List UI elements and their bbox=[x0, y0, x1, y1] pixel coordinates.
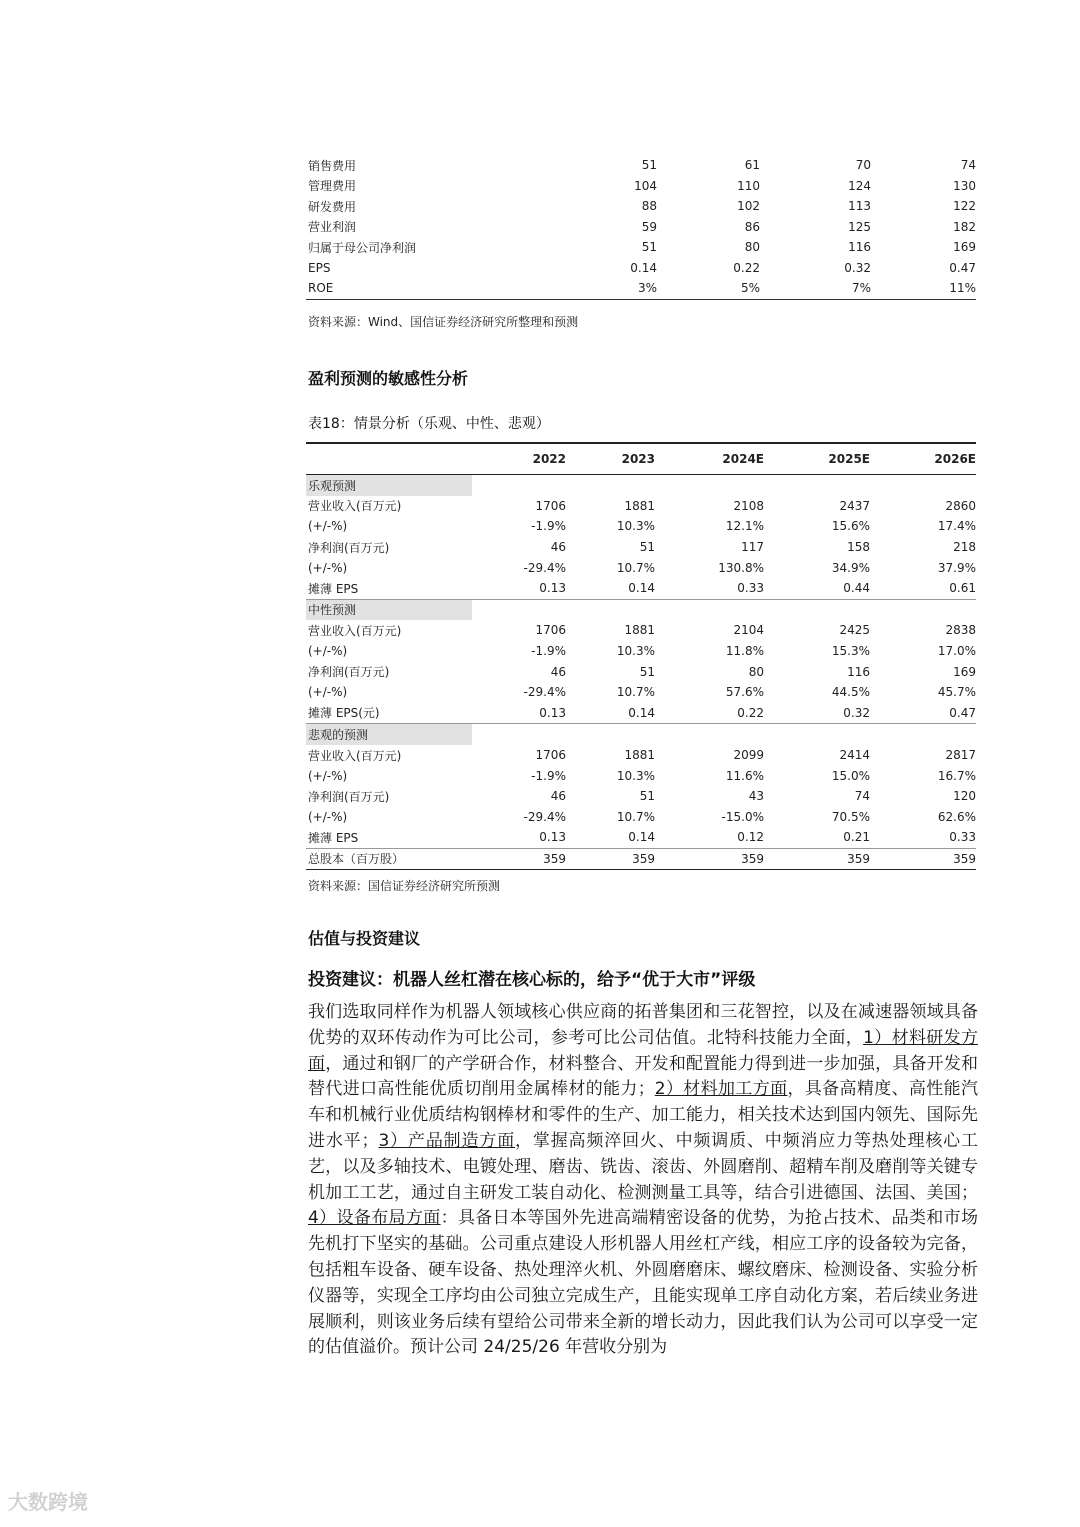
table-cell: 0.14 bbox=[630, 260, 657, 275]
valuation-title: 估值与投资建议 bbox=[308, 929, 421, 948]
table-cell: 117 bbox=[741, 540, 764, 555]
row-label: 摊薄 EPS(元) bbox=[308, 706, 380, 721]
table-row bbox=[306, 765, 976, 786]
table-cell: 10.3% bbox=[616, 644, 655, 659]
table-cell: 51 bbox=[641, 240, 657, 255]
table-cell: 51 bbox=[641, 158, 657, 173]
table-cell: 46 bbox=[550, 664, 566, 679]
underlined-heading: 1）材料研发方面 bbox=[308, 1027, 978, 1074]
row-label: 营业收入(百万元) bbox=[308, 748, 402, 763]
table-cell: 0.22 bbox=[737, 705, 764, 720]
row-label: (+/-%) bbox=[308, 685, 348, 700]
table-cell: 169 bbox=[953, 240, 976, 255]
table-cell: 10.7% bbox=[616, 685, 655, 700]
table-cell: 359 bbox=[764, 848, 870, 870]
table-cell: 102 bbox=[737, 199, 760, 214]
paragraph-text: ，掌握高频淬回火、中频调质、中频消应力等热处理核心工艺，以及多轴技术、电镀处理、磨齿、铣齿、滚齿、外圆磨削、超精车削及磨削等关键专机加工工艺，通过自主研发工装自动化、检测测量工具等，结合引进德国、法国、美国； bbox=[308, 1130, 978, 1203]
section-title: 悲观的预测 bbox=[306, 724, 472, 745]
table-cell: 0.12 bbox=[737, 830, 764, 845]
table-cell: 80 bbox=[744, 240, 760, 255]
empty-cell bbox=[566, 724, 655, 745]
table-cell: 0.61 bbox=[949, 581, 976, 596]
row-label: (+/-%) bbox=[308, 519, 348, 534]
empty-cell bbox=[472, 724, 566, 745]
row-label: 营业收入(百万元) bbox=[308, 623, 402, 638]
row-label: EPS bbox=[308, 260, 331, 275]
table-cell: 62.6% bbox=[937, 809, 976, 824]
underlined-heading: 2）材料加工方面 bbox=[654, 1079, 788, 1100]
table-cell: -29.4% bbox=[523, 560, 566, 575]
table-cell: -1.9% bbox=[531, 519, 566, 534]
table-cell: 359 bbox=[870, 848, 976, 870]
table-cell: 16.7% bbox=[937, 768, 976, 783]
table-cell: 70 bbox=[855, 158, 871, 173]
table-cell: 124 bbox=[848, 178, 871, 193]
table-cell: 359 bbox=[655, 848, 764, 870]
table-cell: 10.7% bbox=[616, 809, 655, 824]
investment-advice-subtitle: 投资建议：机器人丝杠潜在核心标的，给予“优于大市”评级 bbox=[308, 970, 756, 990]
row-label: 净利润(百万元) bbox=[308, 789, 390, 804]
row-label: 营业收入(百万元) bbox=[308, 499, 402, 514]
table-cell: 218 bbox=[953, 540, 976, 555]
table-cell: 5% bbox=[657, 278, 760, 299]
underlined-heading: 3）产品制造方面 bbox=[378, 1130, 516, 1151]
table-row bbox=[306, 786, 976, 807]
column-header: 2024E bbox=[655, 443, 764, 475]
table-cell: 122 bbox=[953, 199, 976, 214]
table-cell: 44.5% bbox=[831, 685, 870, 700]
table-cell: 0.13 bbox=[539, 581, 566, 596]
table-cell: 11% bbox=[871, 278, 976, 299]
column-header: 2022 bbox=[472, 443, 566, 475]
section-title: 乐观预测 bbox=[306, 475, 472, 496]
column-header: 2023 bbox=[566, 443, 655, 475]
valuation-paragraph bbox=[308, 1000, 978, 1361]
paragraph-text: 我们选取同样作为机器人领域核心供应商的拓普集团和三花智控，以及在减速器领域具备优势的双环传动作为可比公司，参考可比公司估值。北特科技能力全面， bbox=[308, 1002, 978, 1048]
table-row bbox=[306, 578, 976, 599]
row-label: (+/-%) bbox=[308, 644, 348, 659]
table-cell: 10.3% bbox=[616, 768, 655, 783]
empty-cell bbox=[566, 599, 655, 620]
table-row bbox=[306, 176, 976, 197]
table-cell: 116 bbox=[847, 664, 870, 679]
table1-source: 资料来源：Wind、国信证券经济研究所整理和预测 bbox=[308, 315, 579, 329]
underlined-heading: 4）设备布局方面 bbox=[308, 1208, 441, 1229]
row-label: 摊薄 EPS bbox=[308, 581, 359, 596]
empty-cell bbox=[764, 724, 870, 745]
table-row bbox=[306, 237, 976, 258]
table-cell: 11.6% bbox=[725, 768, 764, 783]
table-row bbox=[306, 620, 976, 641]
table-cell: 0.32 bbox=[843, 705, 870, 720]
table-cell: 0.14 bbox=[628, 581, 655, 596]
row-label: 总股本（百万股） bbox=[306, 848, 472, 870]
section-header-row bbox=[306, 724, 976, 745]
column-header bbox=[306, 443, 472, 475]
table-cell: 0.33 bbox=[737, 581, 764, 596]
table-cell: 359 bbox=[566, 848, 655, 870]
table-cell: 2108 bbox=[733, 498, 764, 513]
table-row bbox=[306, 682, 976, 703]
table-cell: 46 bbox=[550, 540, 566, 555]
table-cell: 1881 bbox=[624, 623, 655, 638]
table-cell: -1.9% bbox=[531, 768, 566, 783]
table-cell: 15.3% bbox=[831, 644, 870, 659]
table-cell: 1706 bbox=[535, 623, 566, 638]
table-cell: 0.47 bbox=[949, 260, 976, 275]
table-cell: 46 bbox=[550, 789, 566, 804]
table-row bbox=[306, 196, 976, 217]
table-cell: 59 bbox=[641, 219, 657, 234]
table-row bbox=[306, 258, 976, 279]
table-cell: 10.3% bbox=[616, 519, 655, 534]
table-cell: -29.4% bbox=[523, 685, 566, 700]
table-row bbox=[306, 641, 976, 662]
paragraph-text: ，通过和钢厂的产学研合作，材料整合、开发和配置能力得到进一步加强，具备开发和替代进口高性能优质切削用金属棒材的能力； bbox=[308, 1053, 979, 1100]
table-cell: 11.8% bbox=[725, 644, 764, 659]
table-cell: 2817 bbox=[945, 748, 976, 763]
table-cell: 3% bbox=[472, 278, 657, 299]
table-cell: 0.22 bbox=[733, 260, 760, 275]
scenario-analysis-table bbox=[306, 442, 976, 870]
table-cell: 51 bbox=[639, 789, 655, 804]
row-label: 销售费用 bbox=[308, 158, 357, 173]
table-cell: 104 bbox=[634, 178, 657, 193]
table-cell: 2414 bbox=[839, 748, 870, 763]
table-cell: 0.14 bbox=[628, 830, 655, 845]
table-cell: 2860 bbox=[945, 498, 976, 513]
table-row bbox=[306, 496, 976, 517]
empty-cell bbox=[764, 475, 870, 496]
table-cell: 74 bbox=[960, 158, 976, 173]
table-cell: 12.1% bbox=[725, 519, 764, 534]
empty-cell bbox=[472, 475, 566, 496]
empty-cell bbox=[870, 599, 976, 620]
table-row bbox=[306, 155, 976, 176]
table-cell: 0.21 bbox=[843, 830, 870, 845]
table-cell: 0.13 bbox=[539, 705, 566, 720]
table-row bbox=[306, 703, 976, 724]
table2-source: 资料来源：国信证券经济研究所预测 bbox=[308, 879, 501, 893]
table-cell: -1.9% bbox=[531, 644, 566, 659]
row-label: 管理费用 bbox=[308, 179, 357, 194]
empty-cell bbox=[870, 724, 976, 745]
section-header-row bbox=[306, 599, 976, 620]
table-cell: -15.0% bbox=[721, 809, 764, 824]
table-cell: -29.4% bbox=[523, 809, 566, 824]
table-cell: 0.33 bbox=[949, 830, 976, 845]
empty-cell bbox=[566, 475, 655, 496]
table2-caption: 表18：情景分析（乐观、中性、悲观） bbox=[308, 416, 550, 432]
empty-cell bbox=[655, 599, 764, 620]
row-label: (+/-%) bbox=[308, 560, 348, 575]
table-cell: 169 bbox=[953, 664, 976, 679]
row-label: 净利润(百万元) bbox=[308, 665, 390, 680]
table-cell: 15.6% bbox=[831, 519, 870, 534]
table-cell: 51 bbox=[639, 664, 655, 679]
table-cell: 116 bbox=[848, 240, 871, 255]
table-row bbox=[306, 661, 976, 682]
column-header: 2025E bbox=[764, 443, 870, 475]
table-cell: 2104 bbox=[733, 623, 764, 638]
table-cell: 130.8% bbox=[718, 560, 764, 575]
table-row bbox=[306, 537, 976, 558]
table-cell: 110 bbox=[737, 178, 760, 193]
table-cell: 1706 bbox=[535, 498, 566, 513]
table-cell: 17.4% bbox=[937, 519, 976, 534]
table-cell: 1881 bbox=[624, 748, 655, 763]
empty-cell bbox=[472, 599, 566, 620]
table-cell: 51 bbox=[639, 540, 655, 555]
table-cell: 0.47 bbox=[949, 705, 976, 720]
row-label: 归属于母公司净利润 bbox=[308, 240, 417, 255]
table-cell: 120 bbox=[953, 789, 976, 804]
table-cell: 45.7% bbox=[937, 685, 976, 700]
row-label: 净利润(百万元) bbox=[308, 540, 390, 555]
table-row bbox=[306, 278, 976, 299]
table-cell: 74 bbox=[854, 789, 870, 804]
table-cell: 158 bbox=[847, 540, 870, 555]
income-forecast-table bbox=[306, 155, 976, 300]
table-cell: 0.14 bbox=[628, 705, 655, 720]
row-label: (+/-%) bbox=[308, 768, 348, 783]
empty-cell bbox=[764, 599, 870, 620]
table-cell: 2437 bbox=[839, 498, 870, 513]
table-cell: 0.44 bbox=[843, 581, 870, 596]
table-cell: 359 bbox=[472, 848, 566, 870]
table-cell: 182 bbox=[953, 219, 976, 234]
table-cell: 57.6% bbox=[725, 685, 764, 700]
table-cell: 1881 bbox=[624, 498, 655, 513]
table-cell: 113 bbox=[848, 199, 871, 214]
table-cell: 34.9% bbox=[831, 560, 870, 575]
table-row bbox=[306, 827, 976, 848]
table-row bbox=[306, 745, 976, 766]
table-cell: 0.13 bbox=[539, 830, 566, 845]
table-cell: 130 bbox=[953, 178, 976, 193]
column-header: 2026E bbox=[870, 443, 976, 475]
table-cell: 2099 bbox=[733, 748, 764, 763]
paragraph-text: ：具备日本等国外先进高端精密设备的优势，为抢占技术、品类和市场先机打下坚实的基础。公司重点建设人形机器人用丝杠产线，相应工序的设备较为完备，包括粗车设备、硬车设备、热处理淬火机、外圆磨磨床、螺纹磨床、检测设备、实验分析仪器等，实现全工序均由公司独立完成生产，且能实现单工序自动化方案，若后续业务进展顺利，则该业务后续有望给公司带来全新的增长动力，因此我们认为公司可以享受一定的估值溢价。预计公司 24/25/26 年营收分别为 bbox=[308, 1208, 978, 1358]
table-cell: 10.7% bbox=[616, 560, 655, 575]
empty-cell bbox=[870, 475, 976, 496]
table-cell: 0.32 bbox=[844, 260, 871, 275]
row-label: ROE bbox=[306, 278, 472, 299]
total-shares-row bbox=[306, 848, 976, 870]
table-cell: 2838 bbox=[945, 623, 976, 638]
table-row bbox=[306, 217, 976, 238]
empty-cell bbox=[655, 475, 764, 496]
section-header-row bbox=[306, 475, 976, 496]
section-title: 中性预测 bbox=[306, 599, 472, 620]
empty-cell bbox=[655, 724, 764, 745]
watermark-logo: 大数跨境 bbox=[8, 1490, 88, 1514]
table-cell: 15.0% bbox=[831, 768, 870, 783]
table-cell: 1706 bbox=[535, 748, 566, 763]
table-cell: 88 bbox=[641, 199, 657, 214]
table-cell: 2425 bbox=[839, 623, 870, 638]
table-cell: 86 bbox=[744, 219, 760, 234]
table-row bbox=[306, 516, 976, 537]
table-row bbox=[306, 557, 976, 578]
table-cell: 37.9% bbox=[937, 560, 976, 575]
row-label: 摊薄 EPS bbox=[308, 830, 359, 845]
section-title: 盈利预测的敏感性分析 bbox=[308, 369, 469, 388]
table-row bbox=[306, 807, 976, 828]
table-cell: 80 bbox=[748, 664, 764, 679]
table-cell: 43 bbox=[748, 789, 764, 804]
row-label: (+/-%) bbox=[308, 809, 348, 824]
table-cell: 70.5% bbox=[831, 809, 870, 824]
table-cell: 125 bbox=[848, 219, 871, 234]
table-cell: 7% bbox=[760, 278, 871, 299]
table-cell: 17.0% bbox=[937, 644, 976, 659]
paragraph-text: ，具备高精度、高性能汽车和机械行业优质结构钢棒材和零件的生产、加工能力，相关技术达到国内领先、国际先进水平； bbox=[308, 1079, 978, 1151]
row-label: 研发费用 bbox=[308, 199, 357, 214]
table-cell: 61 bbox=[744, 158, 760, 173]
row-label: 营业利润 bbox=[308, 220, 357, 235]
